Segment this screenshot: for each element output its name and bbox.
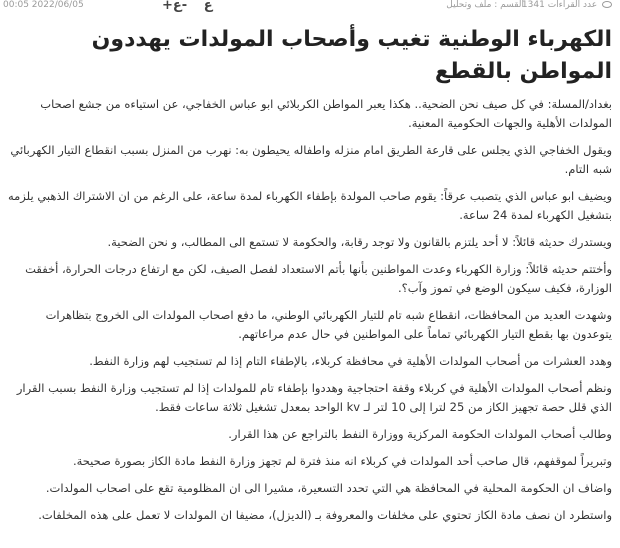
font-increase-button[interactable]: +ع <box>162 0 213 13</box>
article-paragraph: واستطرد ان نصف مادة الكاز تحتوي على مخلفات والمعروفة بـ (الديزل)، مضيفا ان المولدات لا تعمل على هذه المخلفات. <box>38 508 612 522</box>
article-title: الكهرباء الوطنية تغيب وأصحاب المولدات يهددون المواطن بالقطع <box>91 27 612 84</box>
article-paragraph: وطالب أصحاب المولدات الحكومة المركزية ووزارة النفط بالتراجع عن هذا القرار. <box>228 427 612 441</box>
article-meta-bar <box>0 0 620 14</box>
font-size-controls <box>162 0 225 13</box>
publish-date: 00:05 2022/06/05 <box>3 0 84 10</box>
font-decrease-button[interactable]: -ع <box>172 0 188 13</box>
article-paragraph: واضاف ان الحكومة المحلية في المحافظة هي التي تحدد التسعيرة، مشيرا الى ان المظلومية تقع على اصحاب المولدات. <box>45 481 612 495</box>
views-count <box>522 0 612 10</box>
article-paragraph: وشهدت العديد من المحافظات، انقطاع شبه تام للتيار الكهربائي الوطني، ما دفع اصحاب المولدات الى الخروج بتظاهرات يتوعدون بها بقطع التيار الكهربائي تماماً على المواطنين في حال عدم مراعاتهم. <box>45 308 612 341</box>
eye-icon <box>602 1 612 8</box>
article-paragraph: وتبريراً لموقفهم، قال صاحب أحد المولدات في كربلاء انه منذ فترة لم تجهز وزارة النفط مادة الكاز بصورة صحيحة. <box>72 454 612 468</box>
article-paragraph: وهدد العشرات من أصحاب المولدات الأهلية في محافظة كربلاء، بالإطفاء التام إذا لم تستجيب لهم وزارة النفط. <box>89 354 612 368</box>
article-paragraph: وأختتم حديثه قائلاً: وزارة الكهرباء وعدت المواطنين بأنها بأتم الاستعداد لفصل الصيف، لكن مع ارتفاع درجات الحرارة، أخفقت الوزارة، فكيف سيكون الوضع في تموز وآب؟. <box>25 262 612 295</box>
article-paragraph: ويضيف ابو عباس الذي يتصبب عرقاً: يقوم صاحب المولدة بإطفاء الكهرباء لمدة ساعة، على الرغم من ان الاشتراك الذهبي يلزمه بتشغيل الكهرباء لمدة 24 ساعة. <box>7 189 612 222</box>
views-count-text: عدد القراءات 1341 <box>521 0 598 10</box>
article-paragraph: ويقول الخفاجي الذي يجلس على قارعة الطريق امام منزله واطفاله يحيطون به: نهرب من المنزل بسبب انقطاع التيار الكهربائي شبه التام. <box>10 143 612 176</box>
article-paragraph: ونظم أصحاب المولدات الأهلية في كربلاء وقفة احتجاجية وهددوا بإطفاء تام للمولدات إذا لم تستجيب وزارة النفط بسبب القرار الذي قلل حصة تجهيز الكاز من 25 لترا إلى 10 لتر لـ kv الواحد بمعدل تشغيل ثلاثة ساعات فقط. <box>16 381 612 414</box>
article-paragraph: ويستدرك حديثه قائلاً: لا أحد يلتزم بالقانون ولا توجد رقابة، والحكومة لا تستمع الى المطالب، و نحن الضحية. <box>107 235 612 249</box>
article-body <box>8 95 612 533</box>
section-label: القسم : ملف وتحليل <box>446 0 524 10</box>
article-paragraph: بغداد/المسلة: في كل صيف نحن الضحية.. هكذا يعبر المواطن الكربلائي ابو عباس الخفاجي، عن استياءه من جشع اصحاب المولدات الأهلية والجهات الحكومية المعنية. <box>40 97 612 130</box>
